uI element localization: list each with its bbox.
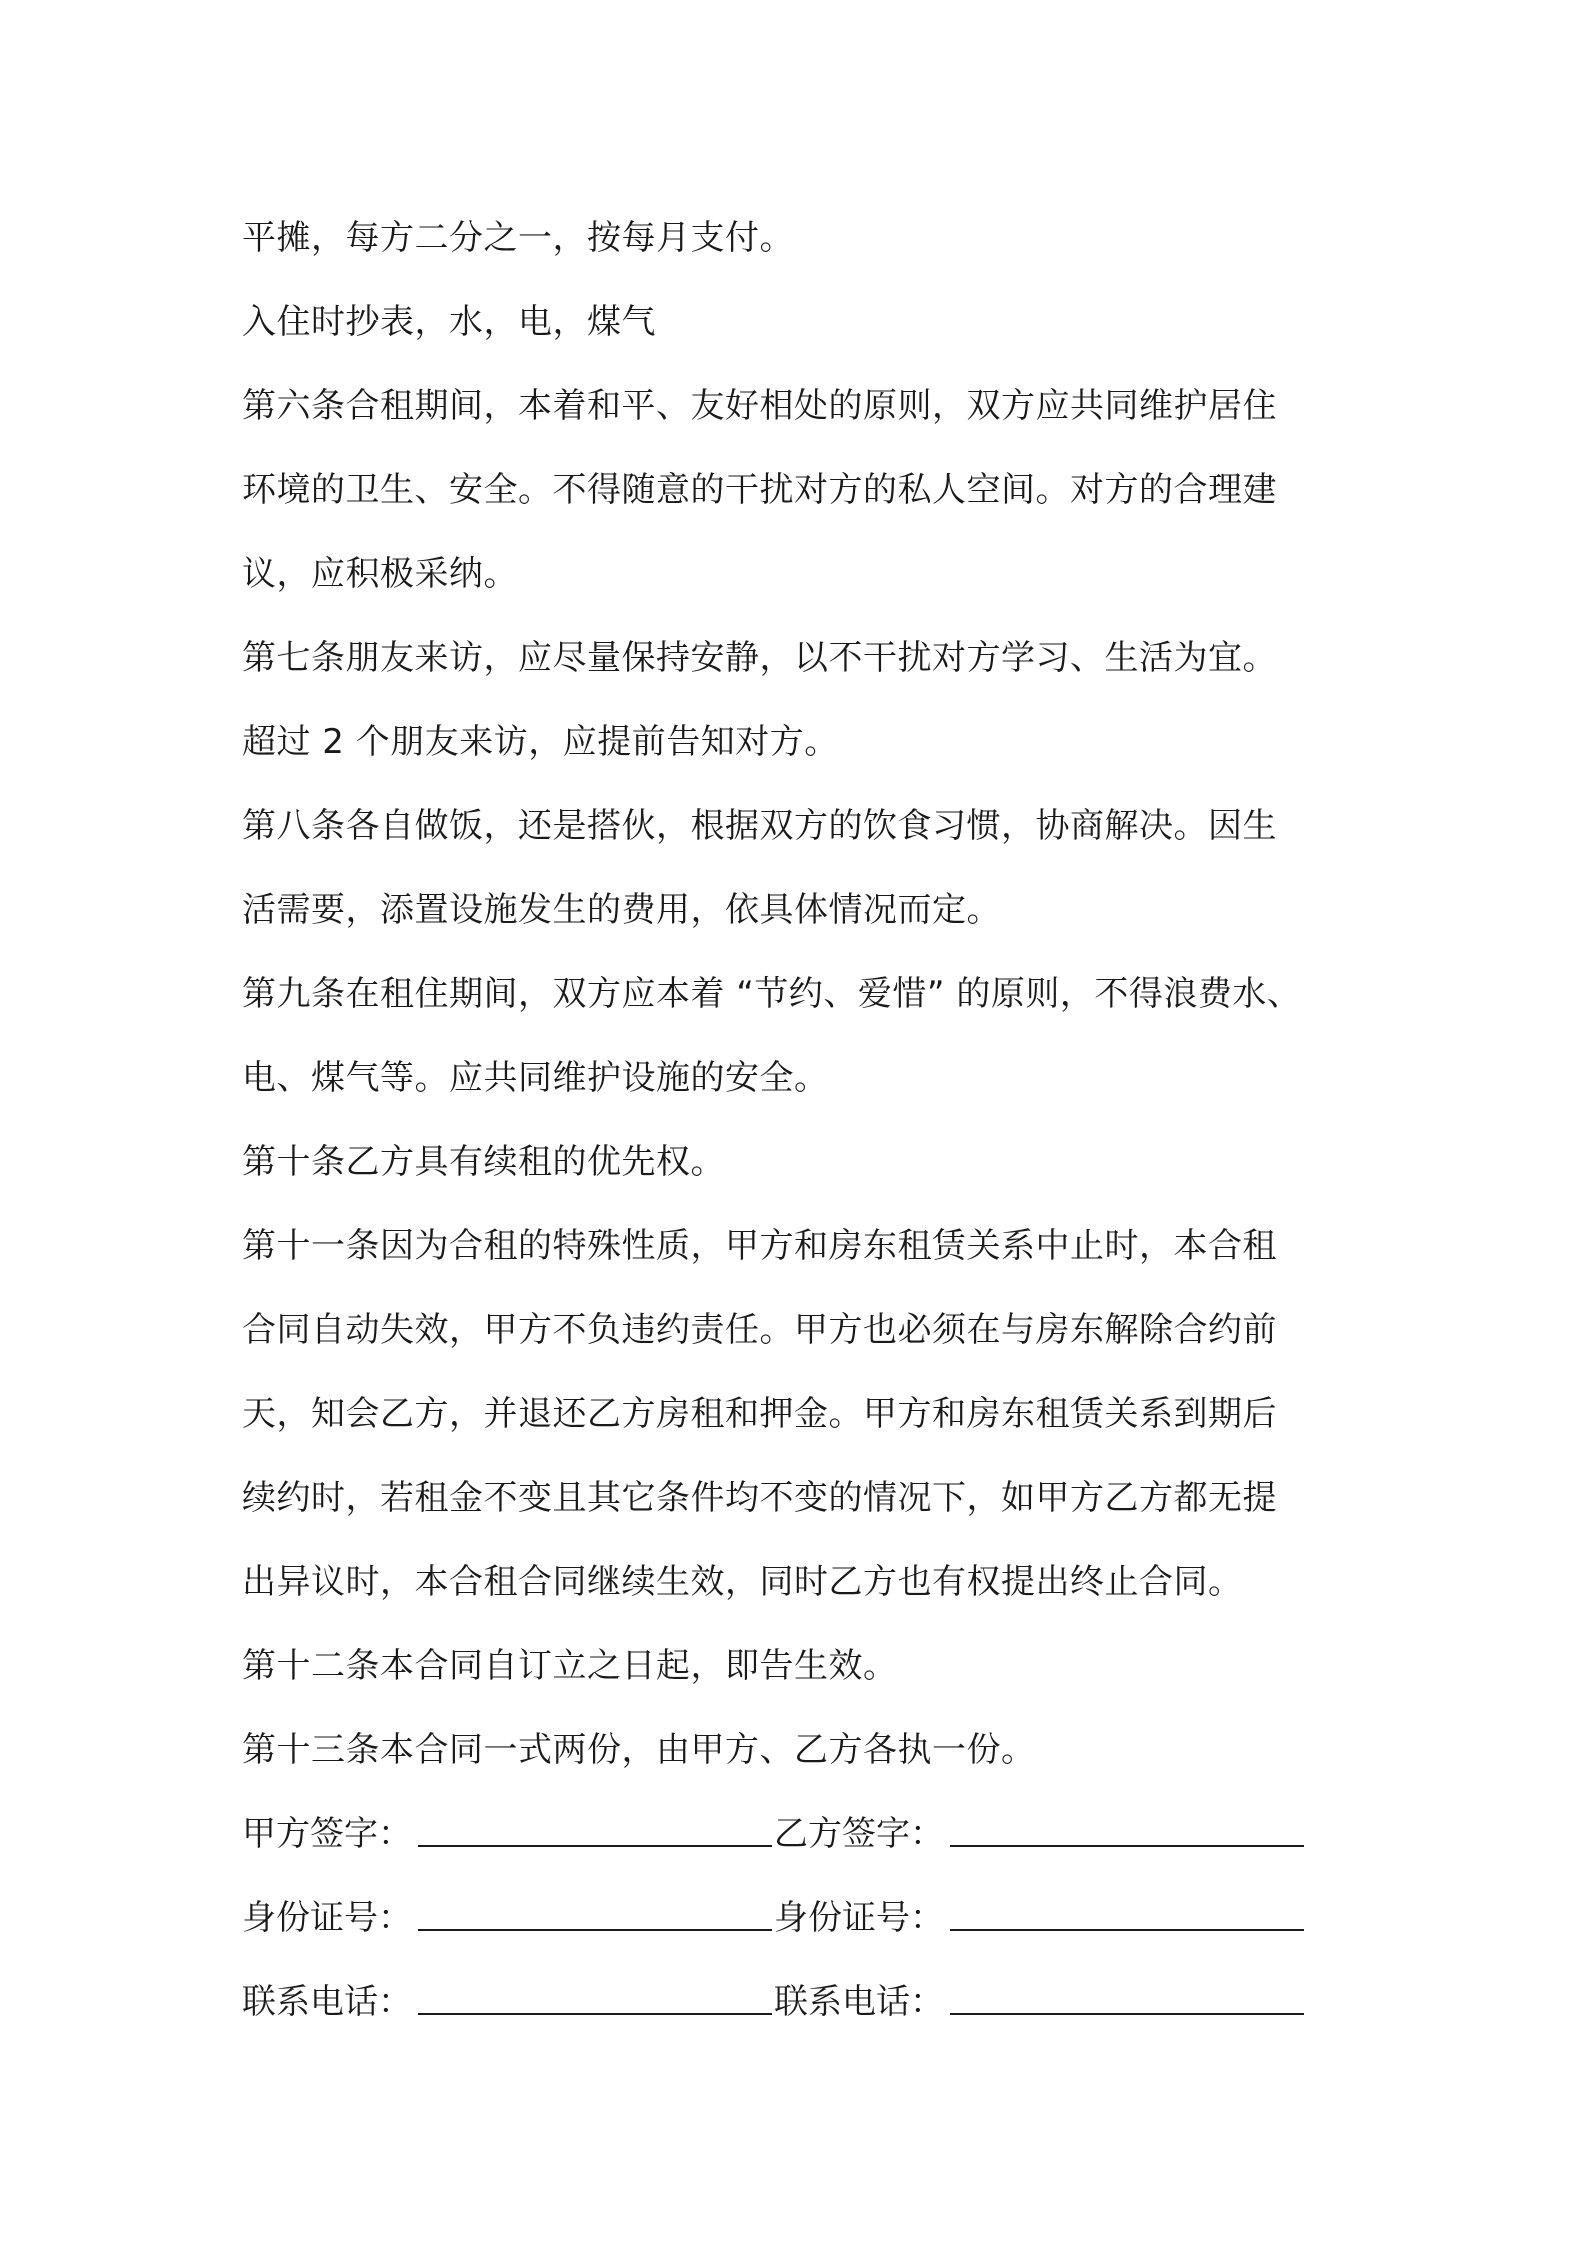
- signature-row-phone: [242, 1960, 1352, 2044]
- paragraph-line: 第七条朋友来访，应尽量保持安静，以不干扰对方学习、生活为宜。: [242, 638, 1277, 678]
- party-a-id-label: 身份证号：: [242, 1898, 412, 1938]
- paragraph-line: 环境的卫生、安全。不得随意的干扰对方的私人空间。对方的合理建: [242, 470, 1277, 510]
- paragraph-line: 超过 2 个朋友来访，应提前告知对方。: [242, 722, 839, 762]
- paragraph-line: 第十条乙方具有续租的优先权。: [242, 1142, 725, 1182]
- party-a-phone-label: 联系电话：: [242, 1982, 412, 2022]
- paragraph-line: 第十二条本合同自订立之日起，即告生效。: [242, 1646, 898, 1686]
- paragraph-line: 第十三条本合同一式两份，由甲方、乙方各执一份。: [242, 1730, 1036, 1770]
- party-b-phone-blank[interactable]: [950, 1983, 1304, 2015]
- party-b-id-label: 身份证号：: [774, 1898, 944, 1938]
- paragraph-line: 入住时抄表，水，电，煤气: [242, 302, 656, 342]
- paragraph-line: 第六条合租期间，本着和平、友好相处的原则，双方应共同维护居住: [242, 386, 1277, 426]
- party-b-id-blank[interactable]: [950, 1899, 1304, 1931]
- paragraph-line: 第十一条因为合租的特殊性质，甲方和房东租赁关系中止时，本合租: [242, 1226, 1277, 1266]
- party-b-signature-label: 乙方签字：: [774, 1814, 944, 1854]
- signature-row-signer: [242, 1792, 1352, 1876]
- party-b-phone-label: 联系电话：: [774, 1982, 944, 2022]
- contract-body: [242, 196, 1352, 2044]
- paragraph-line: 天，知会乙方，并退还乙方房租和押金。甲方和房东租赁关系到期后: [242, 1394, 1277, 1434]
- party-a-phone-blank[interactable]: [418, 1983, 772, 2015]
- paragraph-line: 平摊，每方二分之一，按每月支付。: [242, 218, 794, 258]
- party-a-id-blank[interactable]: [418, 1899, 772, 1931]
- party-a-signature-label: 甲方签字：: [242, 1814, 412, 1854]
- party-a-signature-blank[interactable]: [418, 1815, 772, 1847]
- paragraph-line: 续约时，若租金不变且其它条件均不变的情况下，如甲方乙方都无提: [242, 1478, 1277, 1518]
- party-b-signature-blank[interactable]: [950, 1815, 1304, 1847]
- paragraph-line: 议，应积极采纳。: [242, 554, 518, 594]
- paragraph-line: 合同自动失效，甲方不负违约责任。甲方也必须在与房东解除合约前: [242, 1310, 1277, 1350]
- paragraph-line: 出异议时，本合租合同继续生效，同时乙方也有权提出终止合同。: [242, 1562, 1243, 1602]
- paragraph-line: 第八条各自做饭，还是搭伙，根据双方的饮食习惯，协商解决。因生: [242, 806, 1277, 846]
- signature-row-id-number: [242, 1876, 1352, 1960]
- paragraph-line: 活需要，添置设施发生的费用，依具体情况而定。: [242, 890, 1001, 930]
- paragraph-line: 电、煤气等。应共同维护设施的安全。: [242, 1058, 829, 1098]
- paragraph-line: 第九条在租住期间，双方应本着 “节约、爱惜” 的原则，不得浪费水、: [242, 974, 1302, 1014]
